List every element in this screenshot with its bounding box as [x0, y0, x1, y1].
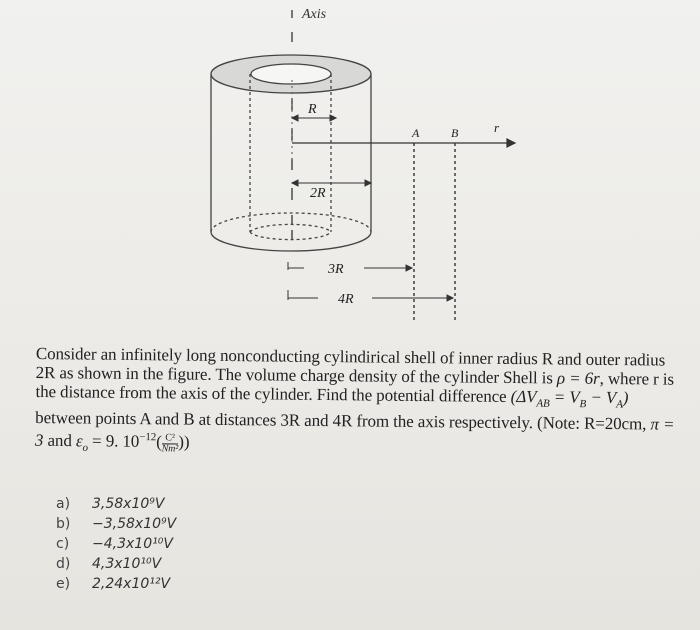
label-3R: 3R	[328, 262, 344, 277]
option-e[interactable]: e) 2,24x10¹²V	[56, 576, 171, 592]
radial-axis	[292, 139, 515, 147]
axis-label: Axis	[302, 7, 327, 22]
problem-text-4: and	[43, 431, 77, 451]
pi-expression: π = 3	[34, 414, 675, 451]
label-B: B	[451, 126, 459, 140]
rho-expression: ρ = 6r	[556, 368, 600, 388]
option-a[interactable]: a) 3,58x10⁹V	[56, 496, 165, 512]
problem-text-2: , where r is the distance from the axis of the cylinder. Find the potential difference	[35, 368, 675, 406]
option-d[interactable]: d) 4,3x10¹⁰V	[56, 556, 162, 572]
epsilon-unit: ( $\frac{\text{C²}}{\text{Nm²}}$	[156, 432, 179, 455]
problem-text-1: Consider an infinitely long nonconducting cylindirical shell of inner radius R and outer radius 2R as shown in the figure. The volume charge density of the cylinder Shell is	[35, 344, 666, 388]
option-b[interactable]: b) −3,58x10⁹V	[56, 516, 177, 532]
label-r: r	[494, 120, 500, 135]
radius-4R-dimension	[288, 290, 453, 301]
label-R: R	[308, 102, 317, 117]
label-A: A	[412, 126, 420, 140]
option-c[interactable]: c) −4,3x10¹⁰V	[56, 536, 173, 552]
problem-text-end: ))	[178, 432, 190, 452]
answer-options	[56, 494, 176, 594]
delta-v-expression: $(\Delta V_{AB} = V_B - V_A)$	[510, 386, 629, 411]
epsilon-exponent: −12	[139, 431, 157, 444]
epsilon-value: = 9. 10	[87, 431, 140, 452]
radius-3R-dimension	[288, 262, 412, 271]
epsilon-expression: $\varepsilon_o$	[75, 431, 88, 454]
problem-text-3: between points A and B at distances 3R and 4R from the axis respectively. (Note: R=20cm,	[35, 408, 651, 434]
radius-2R-dimension	[292, 180, 371, 186]
label-2R: 2R	[310, 186, 326, 201]
label-4R: 4R	[338, 292, 354, 307]
problem-statement	[35, 344, 686, 464]
